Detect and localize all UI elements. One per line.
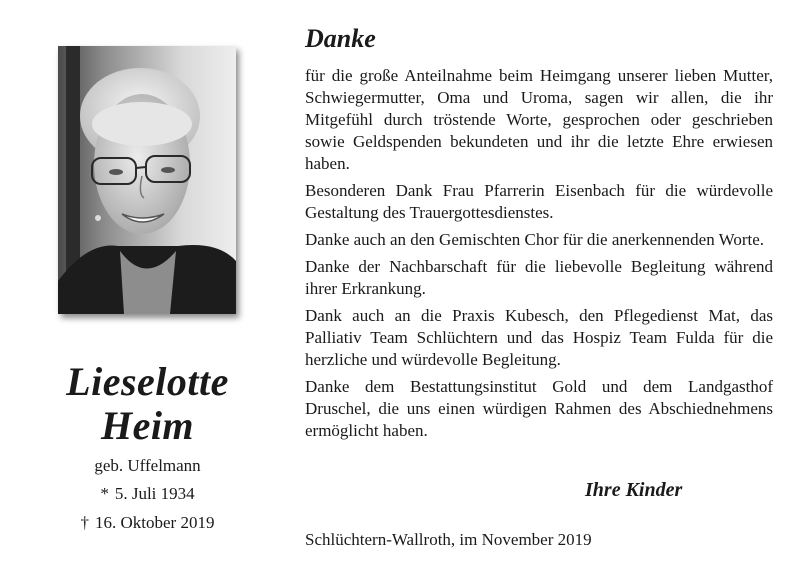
paragraph: Danke auch an den Gemischten Chor für die anerkennenden Worte. (305, 230, 765, 249)
paragraph: Besonderen Dank Frau Pfarrerin Eisenbach für die würdevolle Gestaltung des Trauergottesdienstes. (305, 181, 773, 222)
heading-danke: Danke (305, 24, 376, 53)
death-date-line (20, 513, 275, 533)
paragraph: Danke der Nachbarschaft für die liebevolle Begleitung während ihrer Erkrankung. (305, 257, 773, 298)
birth-date-line (20, 484, 275, 504)
place-date: Schlüchtern-Wallroth, im November 2019 (305, 530, 592, 549)
paragraph: Danke dem Bestattungsinstitut Gold und dem Landgasthof Druschel, die uns einen würdigen Rahmen des Abschiednehmens ermöglicht haben. (305, 377, 773, 440)
portrait-photo (58, 46, 236, 314)
paragraph: für die große Anteilnahme beim Heimgang unserer lieben Mutter, Schwiegermutter, Oma und Uroma, sagen wir allen, die ihr Mitgefühl durch tröstende Worte, gesprochen oder geschrieben sowie Geldspenden bekundeten und ihr die letzte Ehre erwiesen haben. (305, 66, 773, 173)
thanks-text (305, 65, 773, 447)
paragraph: Dank auch an die Praxis Kubesch, den Pflegedienst Mat, das Palliativ Team Schlüchtern und das Hospiz Team Fulda für die herzliche und würdevolle Begleitung. (305, 306, 773, 369)
signature: Ihre Kinder (585, 479, 683, 501)
birth-symbol: * (100, 484, 109, 503)
deceased-last-name: Heim (100, 403, 195, 448)
deceased-first-name: Lieselotte (66, 359, 229, 404)
birth-date: 5. Juli 1934 (114, 484, 195, 503)
death-symbol: † (80, 513, 90, 532)
birth-name: geb. Uffelmann (94, 456, 201, 475)
death-date: 16. Oktober 2019 (95, 513, 215, 532)
